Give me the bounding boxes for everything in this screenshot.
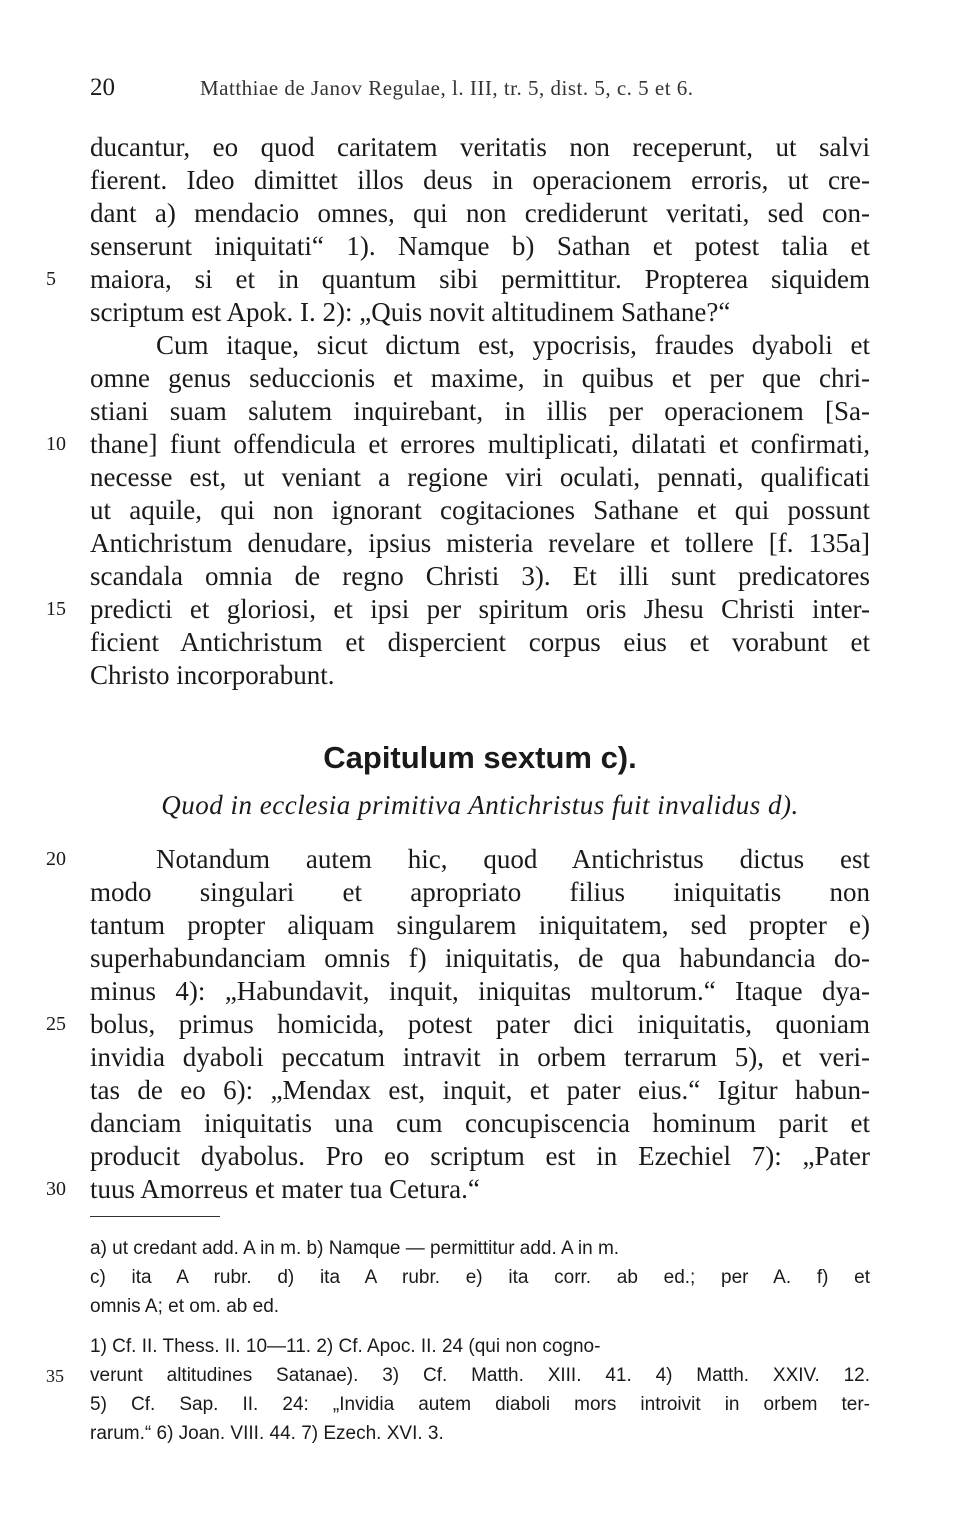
body-line: ficient Antichristum et dispercient corpus eius et vorabunt et	[90, 627, 870, 657]
line-number: 5	[46, 268, 56, 290]
body-line: necesse est, ut veniant a regione viri oculati, pennati, qualificati	[90, 462, 870, 492]
body-line: senserunt iniquitati“ 1). Namque b) Sathan et potest talia et	[90, 231, 870, 261]
chapter-line: tuus Amorreus et mater tua Cetura.“	[90, 1174, 480, 1204]
body-line: scriptum est Apok. I. 2): „Quis novit altitudinem Sathane?“	[90, 297, 731, 327]
body-line: scandala omnia de regno Christi 3). Et illi sunt predicatores	[90, 561, 870, 591]
source-note: rarum.“ 6) Joan. VIII. 44. 7) Ezech. XVI. 3.	[90, 1423, 444, 1444]
page-number: 20	[90, 74, 115, 101]
body-line: stiani suam salutem inquirebant, in illis per operacionem [Sa-	[90, 396, 870, 426]
line-number: 30	[46, 1178, 66, 1200]
body-line: Christo incorporabunt.	[90, 660, 335, 690]
chapter-line: tas de eo 6): „Mendax est, inquit, et pater eius.“ Igitur habun-	[90, 1075, 870, 1105]
body-line: ducantur, eo quod caritatem veritatis non receperunt, ut salvi	[90, 132, 870, 162]
chapter-line: producit dyabolus. Pro eo scriptum est in Ezechiel 7): „Pater	[90, 1141, 870, 1171]
apparatus-note: omnis A; et om. ab ed.	[90, 1296, 280, 1317]
body-line: omne genus seduccionis et maxime, in quibus et per que chri-	[90, 363, 870, 393]
line-number: 10	[46, 433, 66, 455]
chapter-line: tantum propter aliquam singularem iniquitatem, sed propter e)	[90, 910, 870, 940]
source-note: verunt altitudines Satanae). 3) Cf. Matth. XIII. 41. 4) Matth. XXIV. 12.	[90, 1365, 870, 1386]
footnote-rule	[90, 1216, 220, 1217]
source-note: 5) Cf. Sap. II. 24: „Invidia autem diaboli mors introivit in orbem ter-	[90, 1394, 870, 1415]
chapter-line: minus 4): „Habundavit, inquit, iniquitas multorum.“ Itaque dya-	[90, 976, 870, 1006]
chapter-title: Capitulum sextum c).	[323, 740, 637, 775]
body-line: predicti et gloriosi, et ipsi per spiritum oris Jhesu Christi inter-	[90, 594, 870, 624]
line-number: 35	[46, 1366, 64, 1386]
line-number: 25	[46, 1013, 66, 1035]
source-note: 1) Cf. II. Thess. II. 10—11. 2) Cf. Apoc. II. 24 (qui non cogno-	[90, 1336, 601, 1357]
apparatus-note: c) ita A rubr. d) ita A rubr. e) ita corr. ab ed.; per A. f) et	[90, 1267, 870, 1288]
chapter-line: modo singulari et apropriato filius iniquitatis non	[90, 877, 870, 907]
chapter-line: invidia dyaboli peccatum intravit in orbem terrarum 5), et veri-	[90, 1042, 870, 1072]
running-head: Matthiae de Janov Regulae, l. III, tr. 5, dist. 5, c. 5 et 6.	[200, 76, 694, 100]
chapter-subtitle: Quod in ecclesia primitiva Antichristus fuit invalidus d).	[161, 790, 799, 820]
body-line: maiora, si et in quantum sibi permittitur. Propterea siquidem	[90, 264, 870, 294]
line-number: 15	[46, 598, 66, 620]
apparatus-note: a) ut credant add. A in m. b) Namque — permittitur add. A in m.	[90, 1238, 620, 1259]
chapter-line: Notandum autem hic, quod Antichristus dictus est	[156, 844, 870, 874]
body-line: dant a) mendacio omnes, qui non crediderunt veritati, sed con-	[90, 198, 870, 228]
page-header	[90, 74, 870, 104]
chapter-line: superhabundanciam omnis f) iniquitatis, de qua habundancia do-	[90, 943, 870, 973]
body-line: fierent. Ideo dimittet illos deus in operacionem erroris, ut cre-	[90, 165, 870, 195]
body-line: thane] fiunt offendicula et errores multiplicati, dilatati et confirmati,	[90, 429, 870, 459]
body-line: Antichristum denudare, ipsius misteria revelare et tollere [f. 135a]	[90, 528, 870, 558]
line-number: 20	[46, 848, 66, 870]
chapter-line: danciam iniquitatis una cum concupiscencia hominum parit et	[90, 1108, 870, 1138]
body-line: ut aquile, qui non ignorant cogitaciones Sathane et qui possunt	[90, 495, 870, 525]
body-line: Cum itaque, sicut dictum est, ypocrisis, fraudes dyaboli et	[156, 330, 870, 360]
chapter-line: bolus, primus homicida, potest pater dici iniquitatis, quoniam	[90, 1009, 870, 1039]
